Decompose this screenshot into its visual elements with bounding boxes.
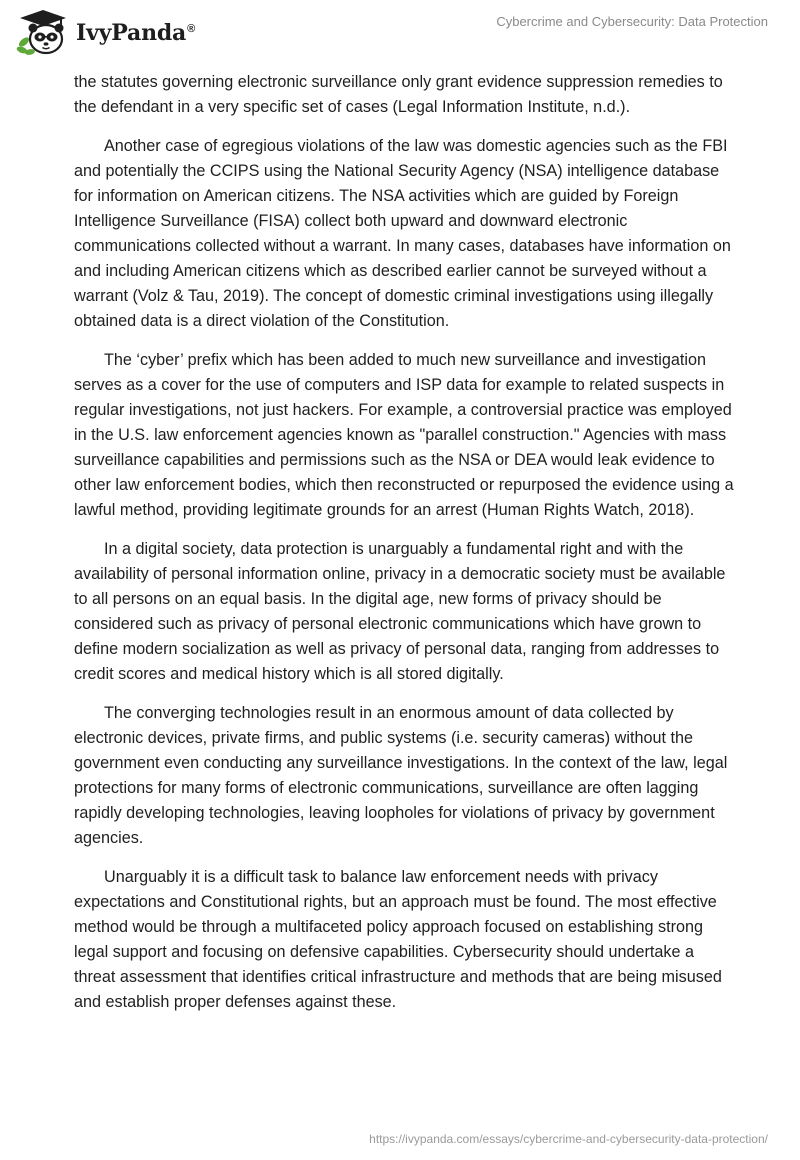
registered-mark: ® — [187, 22, 196, 35]
logo-text: IvyPanda® — [76, 20, 196, 46]
paragraph: In a digital society, data protection is unarguably a fundamental right and with the availability of personal information online, privacy in a democratic society must be available to all persons on an equal basis. In the digital age, new forms of privacy should be considered such as privacy of personal electronic communications which have grown to define modern socialization as well as privacy of personal data, ranging from addresses to credit scores and medical history which is all stored digitally. — [74, 540, 726, 683]
paragraph: Another case of egregious violations of the law was domestic agencies such as the FBI and potentially the CCIPS using the National Security Agency (NSA) intelligence database for information on American citizens. The NSA activities which are guided by Foreign Intelligence Surveillance (FISA) collect both upward and downward electronic communications collected without a warrant. In many cases, databases have information on and including American citizens which as described earlier cannot be surveyed without a warrant (Volz & Tau, 2019). The concept of domestic criminal investigations using illegally obtained data is a direct violation of the Constitution. — [74, 137, 731, 330]
essay-body — [74, 70, 734, 1029]
paragraph: The converging technologies result in an enormous amount of data collected by electronic devices, private firms, and public systems (i.e. security cameras) without the government even conducting any surveillance investigations. In the context of the law, legal protections for many forms of electronic communications, surveillance are often lagging rapidly developing technologies, leaving loopholes for violations of privacy by government agencies. — [74, 704, 728, 847]
paragraph: the statutes governing electronic surveillance only grant evidence suppression remedies to the defendant in a very specific set of cases (Legal Information Institute, n.d.). — [74, 73, 723, 116]
paragraph: The ‘cyber’ prefix which has been added to much new surveillance and investigation serves as a cover for the use of computers and ISP data for example to related suspects in regular investigations, not just hackers. For example, a controversial practice was employed in the U.S. law enforcement agencies known as "parallel construction." Agencies with mass surveillance capabilities and permissions such as the NSA or DEA would leak evidence to other law enforcement bodies, which then reconstructed or repurposed the evidence using a lawful method, providing legitimate grounds for an arrest (Human Rights Watch, 2018). — [74, 351, 734, 519]
source-url[interactable]: https://ivypanda.com/essays/cybercrime-and-cybersecurity-data-protection/ — [369, 1132, 768, 1146]
panda-graduate-icon — [16, 8, 70, 58]
page-header — [0, 0, 800, 70]
ivypanda-logo[interactable] — [16, 8, 195, 58]
paragraph: Unarguably it is a difficult task to balance law enforcement needs with privacy expectations and Constitutional rights, but an approach must be found. The most effective method would be through a multifaceted policy approach focused on establishing strong legal support and focusing on defensive capabilities. Cybersecurity should undertake a threat assessment that identifies critical infrastructure and methods that are being misused and establish proper defenses against these. — [74, 868, 722, 1011]
document-title: Cybercrime and Cybersecurity: Data Protection — [496, 14, 768, 29]
